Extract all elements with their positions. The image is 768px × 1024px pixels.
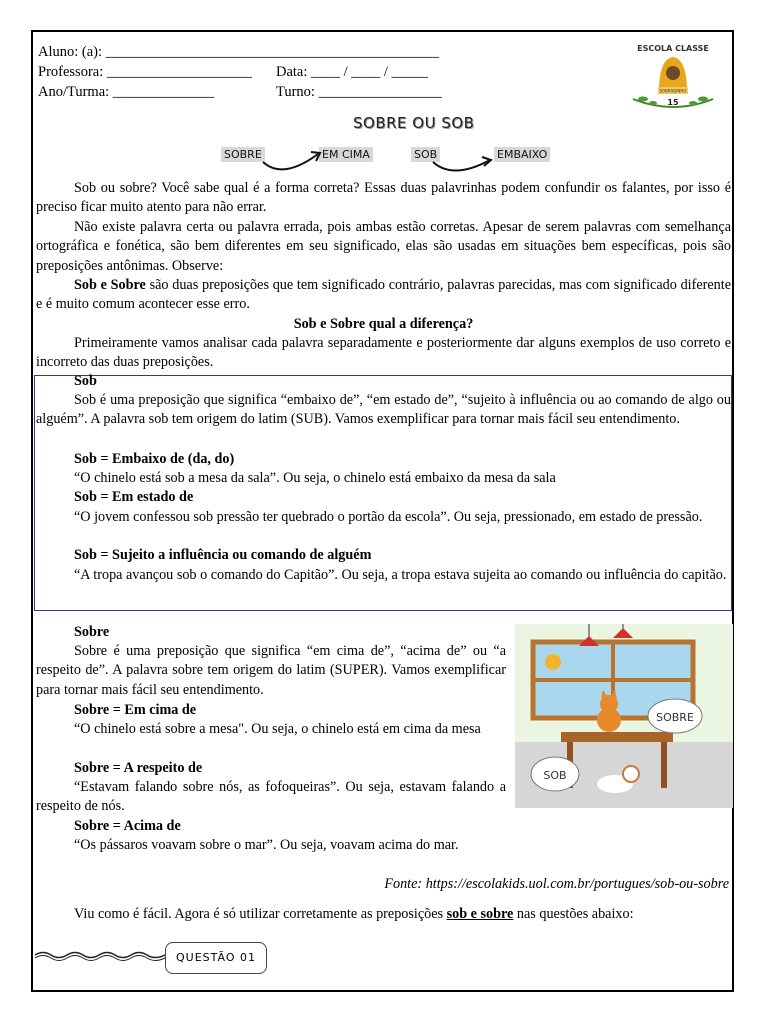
- sob-meaning-2: Sob = Em estado de: [74, 489, 194, 505]
- diagram-em-cima: EM CIMA: [319, 147, 373, 162]
- sob-example-2: “O jovem confessou sob pressão ter quebrado o portão da escola”. Ou seja, pressionado, em estado de pressão.: [74, 509, 703, 525]
- sob-sobre-illustration: [515, 624, 733, 808]
- logo-banner-text: SOBRADINHO: [659, 88, 687, 94]
- sob-meaning-3: Sob = Sujeito a influência ou comando de alguém: [74, 547, 372, 563]
- sobre-meaning-3: Sobre = Acima de: [74, 818, 181, 834]
- intro-paragraph-3-rest: são duas preposições que tem significado contrário, palavras parecidas, mas com significado diferente e é muito comum acontecer esse erro.: [36, 277, 731, 313]
- class-line: Ano/Turma: ______________: [38, 84, 215, 100]
- bubble-sob-label: SOB: [543, 769, 567, 782]
- intro-paragraph-3: [36, 276, 731, 315]
- intro-paragraph-3-bold: Sob e Sobre: [74, 277, 146, 293]
- diagram-embaixo: EMBAIXO: [494, 147, 550, 162]
- sobre-example-3: “Os pássaros voavam sobre o mar”. Ou seja, voavam acima do mar.: [74, 837, 459, 853]
- diagram-sob: SOB: [411, 147, 440, 162]
- diagram-sobre: SOBRE: [221, 147, 265, 162]
- worksheet-page: [31, 30, 734, 992]
- sobre-meaning-1: Sobre = Em cima de: [74, 702, 197, 718]
- sob-example-3: “A tropa avançou sob o comando do Capitão”. Ou seja, a tropa estava sujeita ao comando ou influência do capitão.: [74, 567, 727, 583]
- arrow-icon: [258, 140, 328, 180]
- page-title: SOBRE OU SOB: [353, 114, 475, 132]
- sobre-example-1: “O chinelo está sobre a mesa". Ou seja, o chinelo está em cima da mesa: [74, 721, 481, 737]
- section-subtitle: Sob e Sobre qual a diferença?: [293, 316, 474, 332]
- closing-after: nas questões abaixo:: [513, 906, 634, 922]
- sobre-meaning-2: Sobre = A respeito de: [74, 760, 203, 776]
- bubble-sobre-label: SOBRE: [656, 711, 694, 724]
- sobre-example-2: “Estavam falando sobre nós, as fofoqueiras”. Ou seja, estavam falando a respeito de nós.: [36, 779, 506, 815]
- date-line: Data: ____ / ____ / _____: [276, 64, 428, 80]
- sobre-definition: Sobre é uma preposição que significa “em cima de”, “acima de” ou “a respeito de”. A palavra sobre tem origem do latim (SUPER). Vamos exemplificar para tornar mais fácil seu entendimento.: [36, 643, 506, 698]
- closing-paragraph: [36, 905, 731, 924]
- intro-paragraph-1: Sob ou sobre? Você sabe qual é a forma correta? Essas duas palavrinhas podem confundir os falantes, por isso é preciso ficar muito atento para não errar.: [36, 180, 731, 216]
- student-name-line: Aluno: (a): ______________________________________________: [38, 44, 440, 60]
- arrow-icon: [428, 140, 498, 180]
- logo-number: 15: [667, 98, 679, 107]
- intro-paragraph-4: Primeiramente vamos analisar cada palavra separadamente e posteriormente dar alguns exemplos de uso correto e incorreto das duas preposições.: [36, 335, 731, 371]
- wavy-divider-icon: [35, 947, 167, 963]
- sob-meaning-1: Sob = Embaixo de (da, do): [74, 451, 235, 467]
- question-label: QUESTÃO 01: [165, 942, 267, 974]
- sobre-heading: Sobre: [74, 624, 110, 640]
- source-citation: Fonte: https://escolakids.uol.com.br/portugues/sob-ou-sobre: [384, 876, 729, 892]
- intro-paragraph-2: Não existe palavra certa ou palavra errada, pois ambas estão corretas. Apesar de serem palavras com semelhança ortográfica e fonética, são bem diferentes em seu significado, elas são usadas em situações bem específicas, pois são preposições antônimas. Observe:: [36, 219, 731, 274]
- sob-heading: Sob: [74, 373, 97, 389]
- closing-before: Viu como é fácil. Agora é só utilizar corretamente as preposições: [74, 906, 447, 922]
- sob-example-1: “O chinelo está sob a mesa da sala”. Ou seja, o chinelo está embaixo da mesa da sala: [74, 470, 556, 486]
- shift-line: Turno: _________________: [276, 84, 442, 100]
- sob-definition: Sob é uma preposição que significa “embaixo de”, “em estado de”, “sujeito à influência ou ao comando de algo ou alguém”. A palavra sob tem origem do latim (SUB). Vamos exemplificar para tornar mais fácil seu entendimento.: [36, 392, 731, 428]
- closing-emphasis: sob e sobre: [446, 906, 514, 922]
- school-logo: [623, 37, 723, 113]
- logo-top-text: ESCOLA CLASSE: [637, 44, 709, 53]
- teacher-line: Professora: ____________________: [38, 64, 252, 80]
